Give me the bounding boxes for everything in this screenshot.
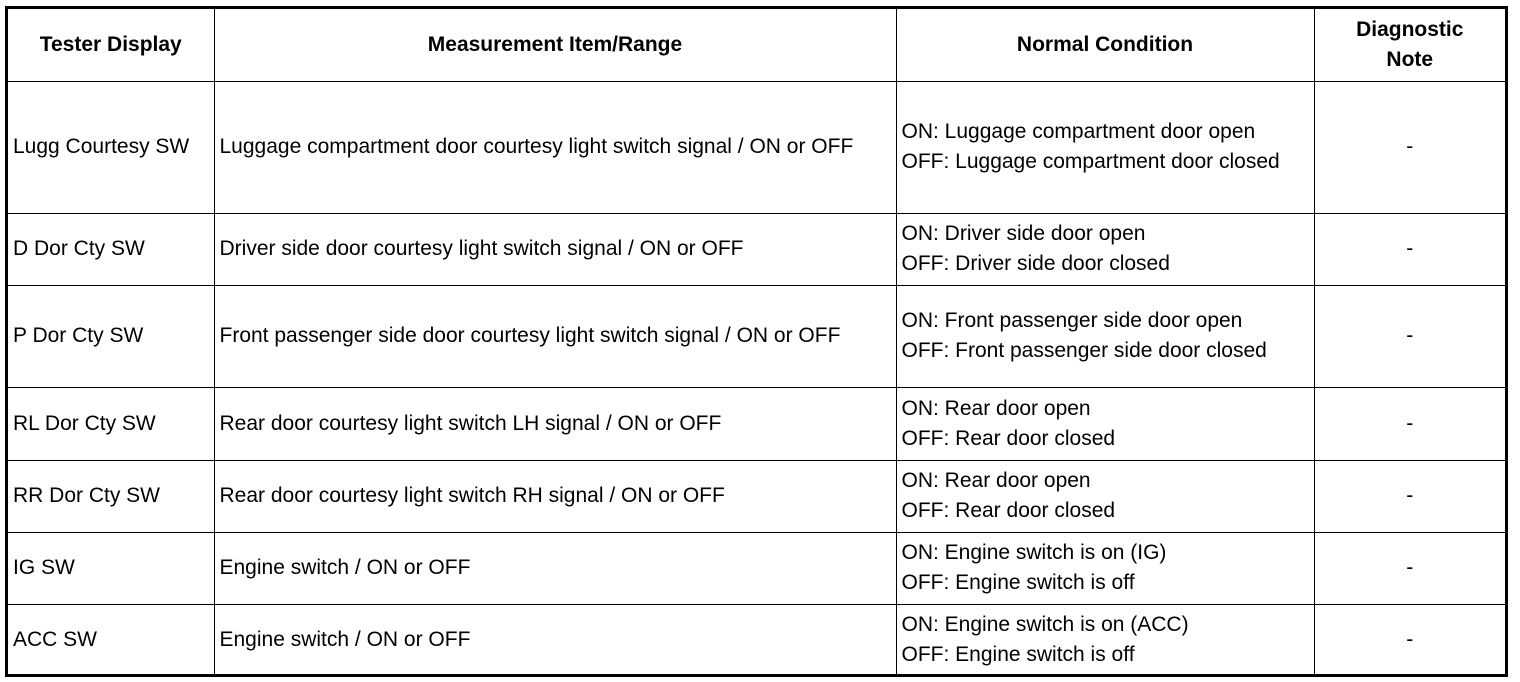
diagnostic-note-cell: - <box>1314 81 1505 213</box>
condition-off-text: OFF: Driver side door closed <box>901 252 1170 275</box>
condition-off-text: OFF: Luggage compartment door closed <box>901 150 1280 173</box>
condition-off-text: OFF: Front passenger side door closed <box>901 339 1267 362</box>
table-row <box>8 81 1505 213</box>
normal-condition-cell <box>896 81 1314 213</box>
normal-condition-cell <box>896 604 1314 676</box>
normal-condition-cell <box>896 532 1314 604</box>
measurement-cell: Front passenger side door courtesy light switch signal / ON or OFF <box>214 285 896 387</box>
data-list-table-frame <box>5 6 1508 677</box>
header-normal-condition: Normal Condition <box>896 9 1314 81</box>
tester-display-cell: P Dor Cty SW <box>8 285 214 387</box>
condition-on-text: ON: Engine switch is on (ACC) <box>901 613 1189 637</box>
table-row <box>8 532 1505 604</box>
normal-condition-cell <box>896 460 1314 532</box>
header-tester-display: Tester Display <box>8 9 214 81</box>
diagnostic-note-cell: - <box>1314 532 1505 604</box>
tester-display-cell: RR Dor Cty SW <box>8 460 214 532</box>
diagnostic-note-cell: - <box>1314 213 1505 285</box>
condition-on-text: ON: Luggage compartment door open <box>901 120 1256 143</box>
measurement-cell: Rear door courtesy light switch RH signal / ON or OFF <box>214 460 896 532</box>
condition-off-text: OFF: Rear door closed <box>901 499 1116 522</box>
table-row <box>8 460 1505 532</box>
diagnostic-note-cell: - <box>1314 604 1505 676</box>
measurement-cell: Driver side door courtesy light switch signal / ON or OFF <box>214 213 896 285</box>
tester-display-cell: IG SW <box>8 532 214 604</box>
condition-on-text: ON: Rear door open <box>901 469 1091 492</box>
condition-off-text: OFF: Engine switch is off <box>901 571 1135 594</box>
condition-on-text: ON: Front passenger side door open <box>901 309 1243 332</box>
tester-display-cell: ACC SW <box>8 604 214 676</box>
table-row <box>8 285 1505 387</box>
measurement-cell: Engine switch / ON or OFF <box>214 604 896 676</box>
condition-off-text: OFF: Rear door closed <box>901 426 1116 450</box>
diagnostic-note-cell: - <box>1314 285 1505 387</box>
condition-on-text: ON: Driver side door open <box>901 222 1146 245</box>
condition-on-text: ON: Engine switch is on (IG) <box>901 541 1167 564</box>
table-header-row <box>8 9 1505 81</box>
header-diagnostic-note: Diagnostic Note <box>1314 9 1505 81</box>
tester-display-cell: Lugg Courtesy SW <box>8 81 214 213</box>
condition-off-text: OFF: Engine switch is off <box>901 643 1135 667</box>
tester-display-cell: D Dor Cty SW <box>8 213 214 285</box>
measurement-cell: Luggage compartment door courtesy light switch signal / ON or OFF <box>214 81 896 213</box>
table-row <box>8 387 1505 460</box>
diagnostic-note-cell: - <box>1314 460 1505 532</box>
normal-condition-cell <box>896 213 1314 285</box>
table-row <box>8 213 1505 285</box>
condition-on-text: ON: Rear door open <box>901 396 1091 420</box>
header-measurement-item: Measurement Item/Range <box>214 9 896 81</box>
normal-condition-cell <box>896 285 1314 387</box>
tester-display-cell: RL Dor Cty SW <box>8 387 214 460</box>
measurement-cell: Rear door courtesy light switch LH signal / ON or OFF <box>214 387 896 460</box>
table-row <box>8 604 1505 676</box>
data-list-table <box>8 9 1505 676</box>
normal-condition-cell <box>896 387 1314 460</box>
diagnostic-note-cell: - <box>1314 387 1505 460</box>
measurement-cell: Engine switch / ON or OFF <box>214 532 896 604</box>
